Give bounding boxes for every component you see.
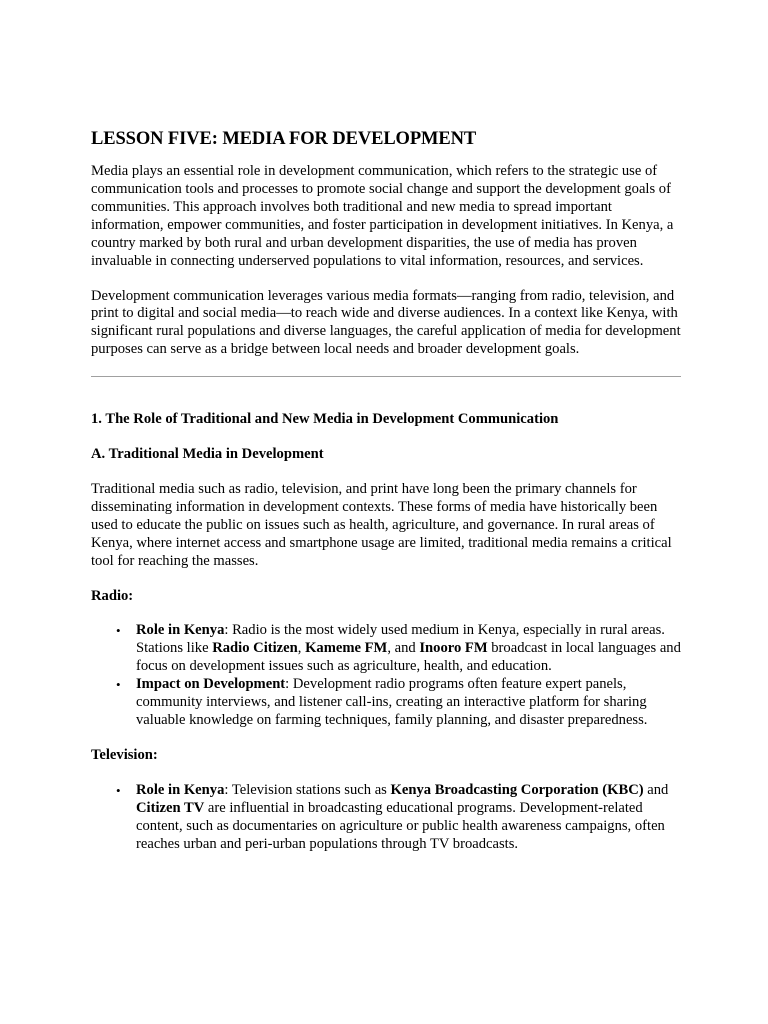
item-separator: : xyxy=(224,622,233,639)
item-text: , and xyxy=(387,640,420,657)
station-name: Kenya Broadcasting Corporation (KBC) xyxy=(390,781,644,798)
television-list xyxy=(91,782,681,854)
item-text: and xyxy=(643,781,669,798)
subsection-heading: A. Traditional Media in Development xyxy=(91,446,324,463)
item-separator: : xyxy=(285,676,293,693)
list-item xyxy=(116,781,681,854)
television-heading: Television: xyxy=(91,746,158,763)
item-text: are influential in broadcasting educational programs. Development-related content, such as documentaries on agriculture or public health awareness campaigns, often reaches urban and peri-urban populations through TV broadcasts. xyxy=(136,799,665,852)
station-name: Radio Citizen xyxy=(212,640,298,657)
bullet-icon: • xyxy=(116,677,121,693)
item-text: Development radio programs often feature expert panels, community interviews, and listener call-ins, creating an interactive platform for sharing valuable knowledge on farming techniques, family planning, and disaster preparedness. xyxy=(136,676,648,728)
page-title: LESSON FIVE: MEDIA FOR DEVELOPMENT xyxy=(91,129,477,149)
intro-paragraph-2: Development communication leverages various media formats—ranging from radio, television, and print to digital and social media—to reach wide and diverse audiences. In a context like Kenya, with significant rural populations and diverse languages, the careful application of media for development purposes can serve as a bridge between local needs and broader development goals. xyxy=(91,287,681,358)
bullet-icon: • xyxy=(116,623,121,639)
list-item xyxy=(116,676,681,730)
item-label: Role in Kenya xyxy=(136,781,225,798)
radio-heading: Radio: xyxy=(91,587,134,604)
item-label: Role in Kenya xyxy=(136,622,225,639)
item-label: Impact on Development xyxy=(136,676,286,693)
station-name: Inooro FM xyxy=(419,640,488,657)
item-separator: : xyxy=(224,781,232,798)
station-name: Citizen TV xyxy=(136,799,205,816)
section-heading: 1. The Role of Traditional and New Media in Development Communication xyxy=(91,411,559,428)
item-text: Radio is the most widely used medium in Kenya, especially in rural areas. Stations like xyxy=(136,622,665,657)
item-text: Television stations such as xyxy=(231,781,391,798)
list-item xyxy=(116,622,681,676)
intro-paragraph-1: Media plays an essential role in development communication, which refers to the strategic use of communication tools and processes to promote social change and support the development goals of communities. This approach involves both traditional and new media to spread important information, empower communities, and foster participation in development initiatives. In Kenya, a country marked by both rural and urban development disparities, the use of media has proven invaluable in connecting underserved populations to vital information, resources, and services. xyxy=(91,163,674,269)
station-name: Kameme FM xyxy=(305,640,388,657)
bullet-icon: • xyxy=(116,782,121,798)
item-text: broadcast in local languages and focus on development issues such as agriculture, health, and education. xyxy=(136,640,681,675)
item-text: , xyxy=(297,640,306,657)
horizontal-divider xyxy=(91,376,681,377)
radio-list xyxy=(91,622,681,729)
document-page xyxy=(91,128,681,870)
traditional-media-paragraph: Traditional media such as radio, television, and print have long been the primary channels for disseminating information in development contexts. These forms of media have historically been used to educate the public on issues such as health, agriculture, and governance. In rural areas of Kenya, where internet access and smartphone usage are limited, traditional media remains a critical tool for reaching the masses. xyxy=(91,481,672,569)
